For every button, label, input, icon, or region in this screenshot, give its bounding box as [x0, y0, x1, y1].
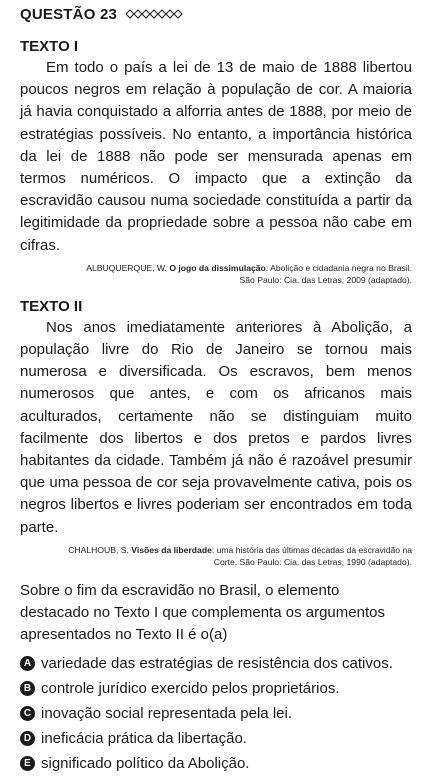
diamond-chain-icon	[125, 9, 183, 19]
option-a[interactable]	[20, 651, 412, 676]
citation-line2: São Paulo: Cia. das Letras, 2009 (adaptado).	[239, 274, 412, 285]
option-b[interactable]	[20, 676, 412, 701]
citation-rest: : uma história das últimas décadas da escravidão na	[211, 544, 412, 555]
option-text: variedade das estratégias de resistência dos cativos.	[41, 654, 393, 672]
text1-title: TEXTO I	[20, 38, 79, 55]
text1-citation	[20, 262, 412, 286]
answer-options	[20, 651, 412, 776]
text2-title: TEXTO II	[20, 297, 83, 315]
option-letter-badge: C	[20, 706, 35, 721]
citation-work: O jogo da dissimulação	[169, 262, 266, 273]
option-text: ineficácia prática da libertação.	[41, 729, 247, 747]
text2-citation	[20, 544, 412, 568]
text2-body: Nos anos imediatamente anteriores à Abolição, a população livre do Rio de Janeiro se tornou mais numerosa e diversificada. Os escravos, bem menos numerosos que antes, e com os africanos mais aculturados, certamente não se distinguiam muito facilmente dos libertos e dos pretos e pardos livres habitantes da cidade. Também já não é razoável presumir que uma pessoa de cor seja provavelmente cativa, pois os negros libertos e livres poderiam ser encontrados em toda parte.	[20, 318, 412, 536]
option-letter-badge: A	[20, 656, 35, 671]
option-d[interactable]	[20, 726, 412, 751]
question-title: QUESTÃO 23	[20, 5, 118, 23]
option-text: significado político da Abolição.	[41, 754, 250, 772]
option-letter-badge: D	[20, 731, 35, 746]
option-e[interactable]	[20, 751, 412, 776]
citation-rest: : Abolição e cidadania negra no Brasil.	[265, 262, 412, 273]
option-c[interactable]	[20, 701, 412, 726]
question-header	[20, 1, 412, 27]
citation-work: Visões da liberdade	[131, 544, 212, 555]
citation-author: CHALHOUB, S.	[68, 544, 129, 555]
option-letter-badge: E	[20, 756, 35, 771]
option-text: controle jurídico exercido pelos proprietários.	[41, 679, 340, 697]
option-text: inovação social representada pela lei.	[41, 704, 292, 722]
citation-author: ALBUQUERQUE, W.	[86, 262, 167, 273]
option-letter-badge: B	[20, 681, 35, 696]
question-page	[0, 1, 424, 772]
question-prompt: Sobre o fim da escravidão no Brasil, o elemento destacado no Texto I que complementa os argumentos apresentados no Texto II é o(a)	[20, 581, 385, 643]
text1-body: Em todo o país a lei de 13 de maio de 1888 libertou poucos negros em relação à população de cor. A maioria já havia conquistado a alforria antes de 1888, por meio de estratégias possíveis. No entanto, a importância histórica da lei de 1888 não pode ser mensurada apenas em termos numéricos. O impacto que a extinção da escravidão causou numa sociedade constituída a partir da legitimidade da propriedade sobre a pessoa não cabe em cifras.	[20, 59, 412, 254]
citation-line2: Corte. São Paulo: Cia. das Letras, 1990 (adaptado).	[213, 556, 412, 567]
